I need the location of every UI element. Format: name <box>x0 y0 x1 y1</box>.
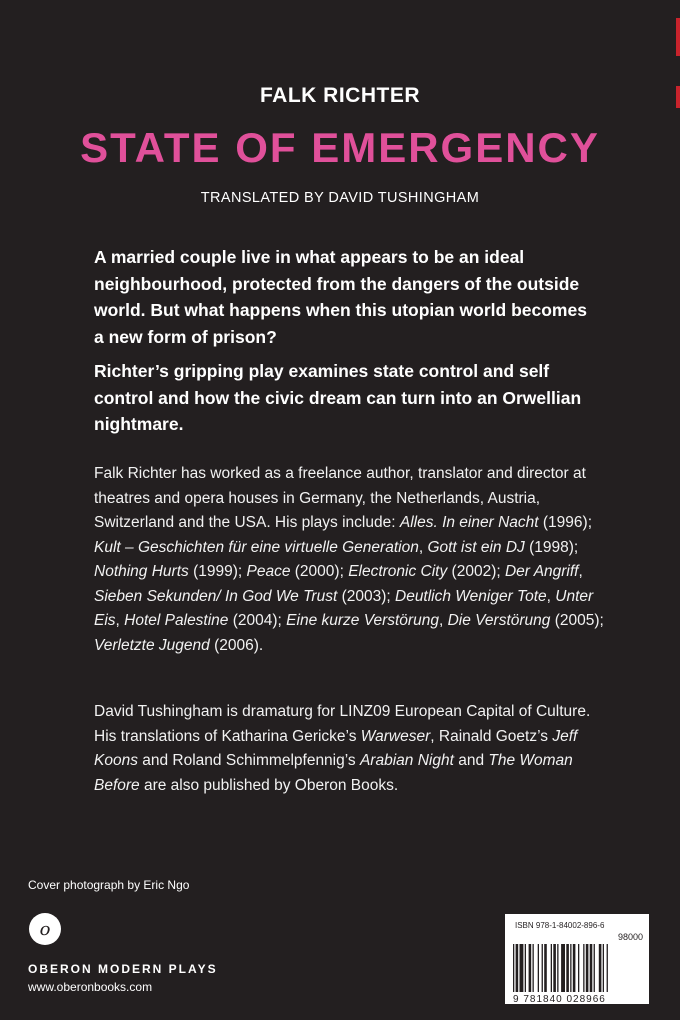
edge-mark-top <box>676 18 680 56</box>
blurb-paragraph-2: Richter’s gripping play examines state control and self control and how the civic dream can turn into an Orwellian nightmare. <box>94 361 582 434</box>
author-bio: Falk Richter has worked as a freelance author, translator and director at theatres and opera houses in Germany, the Netherlands, Austria, Switzerland and the USA. His plays include: Alles. In einer Nacht (1996); Kult – Geschichten für eine virtuelle Generation, Gott ist ein DJ (1998); Nothing Hurts (1999); Peace (2000); Electronic City (2002); Der Angriff, Sieben Sekunden/ In God We Trust (2003); Deutlich Weniger Tote, Unter Eis, Hotel Palestine (2004); Eine kurze Verstörung, Die Verstörung (2005); Verletzte Jugend (2006). <box>94 465 604 654</box>
publisher-website: www.oberonbooks.com <box>28 980 153 994</box>
barcode-bars <box>513 944 641 992</box>
logo-letter: o <box>39 919 51 940</box>
barcode <box>505 914 649 1004</box>
isbn-text: ISBN 978-1-84002-896-6 <box>515 921 605 930</box>
barcode-number: 9 781840 028966 <box>513 994 606 1005</box>
blurb-paragraph-1: A married couple live in what appears to be an ideal neighbourhood, protected from the dangers of the outside world. But what happens when this utopian world becomes a new form of prison? <box>94 247 587 347</box>
book-title: STATE OF EMERGENCY <box>80 124 600 171</box>
translator-bio: David Tushingham is dramaturg for LINZ09 European Capital of Culture. His translations of Katharina Gericke’s Warweser, Rainald Goetz’s Jeff Koons and Roland Schimmelpfennig’s Arabian Night and The Woman Before are also published by Oberon Books. <box>94 703 591 794</box>
series-name: OBERON MODERN PLAYS <box>28 962 218 976</box>
author-name: FALK RICHTER <box>260 84 420 107</box>
translator-credit: TRANSLATED BY DAVID TUSHINGHAM <box>200 190 480 206</box>
price-code: 98000 <box>617 932 643 942</box>
oberon-logo-icon <box>28 912 62 946</box>
photo-credit: Cover photograph by Eric Ngo <box>28 878 190 892</box>
